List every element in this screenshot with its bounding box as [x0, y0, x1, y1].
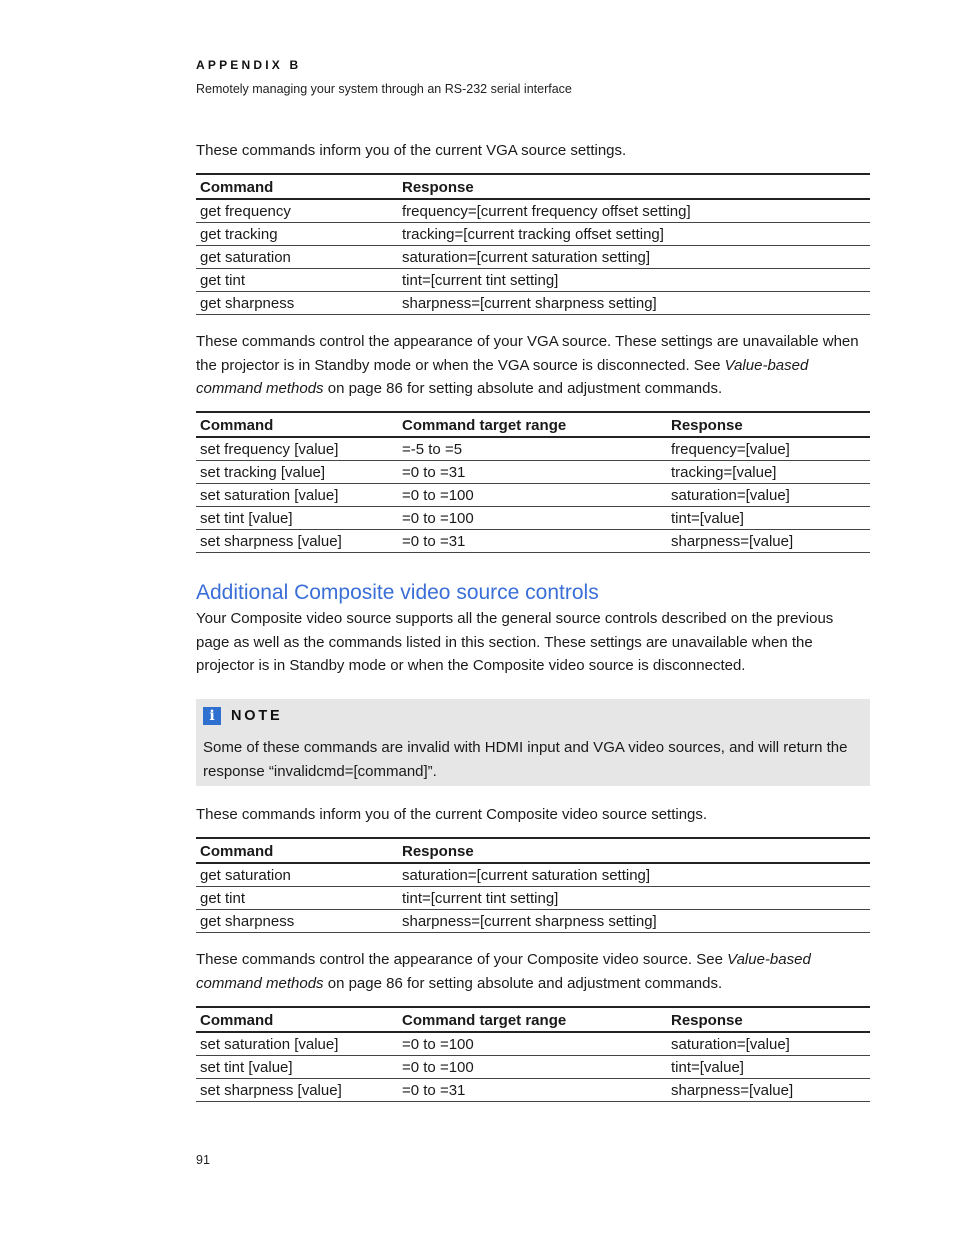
composite-intro: Your Composite video source supports all the general source controls described on the previous page as well as the commands listed in this section. These settings are unavailable when the projector is in Standby mode or when the Composite video source is disconnected.	[196, 610, 834, 674]
command-cell: get tint	[196, 269, 398, 292]
response-cell: sharpness=[value]	[667, 1079, 870, 1102]
column-header: Command	[196, 174, 398, 199]
response-cell: saturation=[value]	[667, 1032, 870, 1056]
table-row	[196, 507, 870, 530]
range-cell: =0 to =100	[398, 1056, 667, 1079]
column-header: Command target range	[398, 1007, 667, 1032]
command-cell: get tint	[196, 887, 398, 910]
table-row	[196, 223, 870, 246]
response-cell: saturation=[current saturation setting]	[398, 863, 870, 887]
table-header-row	[196, 412, 870, 437]
column-header: Response	[398, 838, 870, 863]
response-cell: tint=[value]	[667, 1056, 870, 1079]
section-heading: Additional Composite video source controls	[196, 581, 599, 604]
table-row	[196, 887, 870, 910]
chapter-subtitle: Remotely managing your system through an RS-232 serial interface	[196, 82, 572, 96]
response-cell: frequency=[current frequency offset setting]	[398, 199, 870, 223]
table-row	[196, 199, 870, 223]
note-box	[196, 699, 870, 786]
intro-text: These commands control the appearance of your VGA source. These settings are unavailable when the projector is in Standby mode or when the VGA source is disconnected. See	[196, 333, 859, 374]
intro-text: on page 86 for setting absolute and adjustment commands.	[323, 974, 723, 992]
composite-get-intro: These commands inform you of the current Composite video source settings.	[196, 806, 708, 823]
table-header-row	[196, 174, 870, 199]
table-row	[196, 292, 870, 315]
range-cell: =-5 to =5	[398, 437, 667, 461]
command-cell: get sharpness	[196, 910, 398, 933]
command-cell: set sharpness [value]	[196, 530, 398, 553]
column-header: Command target range	[398, 412, 667, 437]
range-cell: =0 to =31	[398, 1079, 667, 1102]
response-cell: saturation=[current saturation setting]	[398, 246, 870, 269]
command-cell: get frequency	[196, 199, 398, 223]
cross-reference: Value-based command methods	[196, 951, 811, 992]
command-cell: set tint [value]	[196, 1056, 398, 1079]
composite-set-table	[196, 1006, 870, 1102]
column-header: Command	[196, 838, 398, 863]
command-cell: set frequency [value]	[196, 437, 398, 461]
info-icon: i	[203, 707, 221, 725]
column-header: Command	[196, 1007, 398, 1032]
command-cell: get sharpness	[196, 292, 398, 315]
column-header: Command	[196, 412, 398, 437]
intro-text: on page 86 for setting absolute and adjustment commands.	[323, 380, 723, 397]
table-row	[196, 437, 870, 461]
note-text: Some of these commands are invalid with HDMI input and VGA video sources, and will return the response “invalidcmd=[command]”.	[203, 739, 848, 780]
column-header: Response	[667, 1007, 870, 1032]
command-cell: set saturation [value]	[196, 484, 398, 507]
vga-get-intro: These commands inform you of the current VGA source settings.	[196, 142, 627, 159]
command-cell: get saturation	[196, 246, 398, 269]
response-cell: tracking=[value]	[667, 461, 870, 484]
vga-set-intro	[196, 330, 870, 401]
note-header	[203, 707, 282, 725]
table-header-row	[196, 838, 870, 863]
command-cell: get tracking	[196, 223, 398, 246]
vga-get-table	[196, 173, 870, 315]
note-label: NOTE	[231, 708, 283, 724]
table-row	[196, 863, 870, 887]
response-cell: sharpness=[current sharpness setting]	[398, 910, 870, 933]
command-cell: set sharpness [value]	[196, 1079, 398, 1102]
response-cell: saturation=[value]	[667, 484, 870, 507]
command-cell: set tracking [value]	[196, 461, 398, 484]
table-row	[196, 461, 870, 484]
command-cell: set tint [value]	[196, 507, 398, 530]
column-header: Response	[667, 412, 870, 437]
range-cell: =0 to =31	[398, 461, 667, 484]
table-row	[196, 1032, 870, 1056]
range-cell: =0 to =31	[398, 530, 667, 553]
table-row	[196, 246, 870, 269]
command-cell: set saturation [value]	[196, 1032, 398, 1056]
table-row	[196, 269, 870, 292]
page-number: 91	[196, 1153, 210, 1167]
vga-set-table	[196, 411, 870, 553]
response-cell: tint=[value]	[667, 507, 870, 530]
response-cell: sharpness=[value]	[667, 530, 870, 553]
response-cell: sharpness=[current sharpness setting]	[398, 292, 870, 315]
response-cell: tint=[current tint setting]	[398, 269, 870, 292]
cross-reference: Value-based command methods	[196, 356, 809, 397]
composite-get-table	[196, 837, 870, 933]
range-cell: =0 to =100	[398, 484, 667, 507]
range-cell: =0 to =100	[398, 507, 667, 530]
column-header: Response	[398, 174, 870, 199]
range-cell: =0 to =100	[398, 1032, 667, 1056]
composite-set-intro	[196, 948, 870, 995]
table-row	[196, 910, 870, 933]
response-cell: tint=[current tint setting]	[398, 887, 870, 910]
command-cell: get saturation	[196, 863, 398, 887]
appendix-label: APPENDIX B	[196, 58, 302, 72]
response-cell: tracking=[current tracking offset setting]	[398, 223, 870, 246]
intro-text: These commands control the appearance of your Composite video source. See	[196, 951, 728, 968]
table-row	[196, 530, 870, 553]
response-cell: frequency=[value]	[667, 437, 870, 461]
table-header-row	[196, 1007, 870, 1032]
table-row	[196, 1079, 870, 1102]
table-row	[196, 484, 870, 507]
table-row	[196, 1056, 870, 1079]
